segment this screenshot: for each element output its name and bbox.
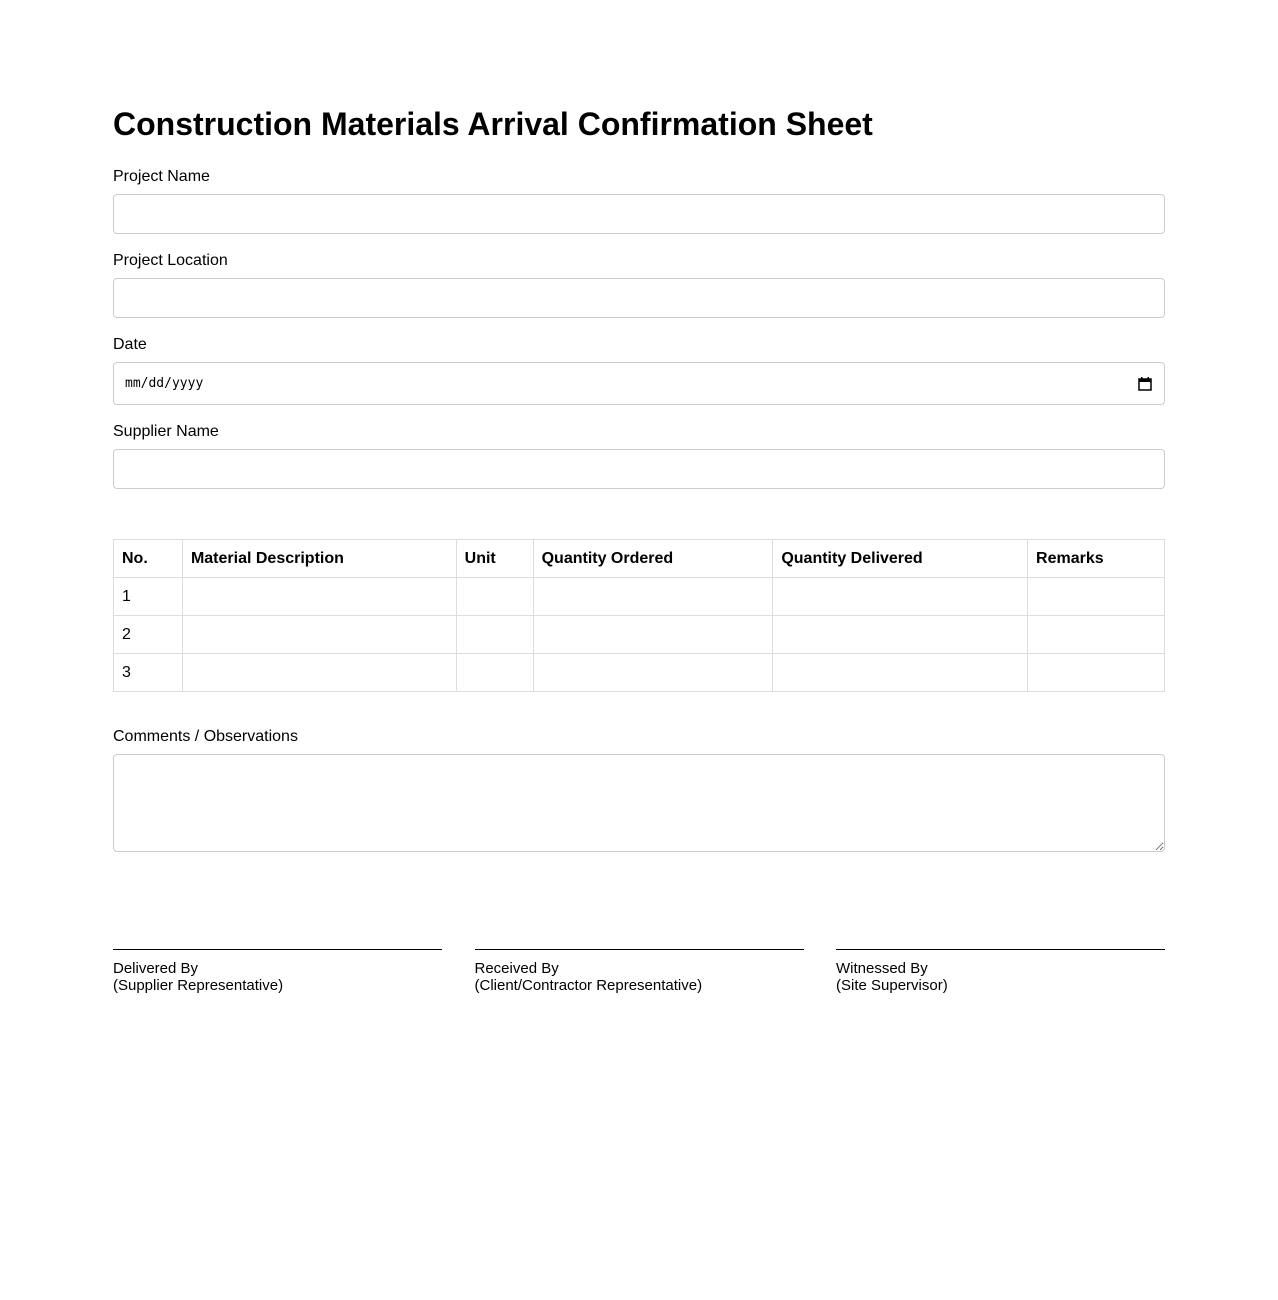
cell-material-description[interactable] bbox=[182, 578, 456, 616]
date-label: Date bbox=[113, 336, 147, 353]
cell-quantity-delivered[interactable] bbox=[773, 578, 1028, 616]
cell-quantity-ordered[interactable] bbox=[533, 616, 773, 654]
signature-delivered-by bbox=[113, 949, 442, 994]
cell-remarks[interactable] bbox=[1028, 654, 1165, 692]
cell-unit[interactable] bbox=[456, 616, 533, 654]
signature-line bbox=[475, 949, 804, 950]
header-material-description: Material Description bbox=[182, 540, 456, 578]
cell-quantity-ordered[interactable] bbox=[533, 654, 773, 692]
cell-unit[interactable] bbox=[456, 578, 533, 616]
header-unit: Unit bbox=[456, 540, 533, 578]
project-name-label: Project Name bbox=[113, 168, 210, 185]
signature-witnessed-by bbox=[836, 949, 1165, 994]
project-name-input[interactable] bbox=[113, 194, 1165, 234]
signature-section bbox=[113, 949, 1165, 994]
signature-line bbox=[113, 949, 442, 950]
date-placeholder: mm/dd/yyyy bbox=[125, 376, 204, 391]
header-no: No. bbox=[114, 540, 183, 578]
header-remarks: Remarks bbox=[1028, 540, 1165, 578]
signature-role: Witnessed By bbox=[836, 960, 928, 977]
signature-subtitle: (Supplier Representative) bbox=[113, 977, 284, 994]
table-row bbox=[114, 616, 1165, 654]
header-quantity-delivered: Quantity Delivered bbox=[773, 540, 1028, 578]
supplier-name-input[interactable] bbox=[113, 449, 1165, 489]
table-row bbox=[114, 578, 1165, 616]
cell-quantity-ordered[interactable] bbox=[533, 578, 773, 616]
comments-textarea[interactable] bbox=[113, 754, 1165, 852]
project-location-label: Project Location bbox=[113, 252, 228, 269]
date-input[interactable] bbox=[113, 362, 1165, 405]
table-header-row bbox=[114, 540, 1165, 578]
signature-role: Delivered By bbox=[113, 960, 199, 977]
signature-line bbox=[836, 949, 1165, 950]
signature-subtitle: (Site Supervisor) bbox=[836, 977, 948, 994]
cell-no: 1 bbox=[114, 578, 183, 616]
cell-unit[interactable] bbox=[456, 654, 533, 692]
supplier-name-label: Supplier Name bbox=[113, 423, 219, 440]
signature-role: Received By bbox=[474, 960, 559, 977]
page-title: Construction Materials Arrival Confirmation Sheet bbox=[113, 106, 873, 142]
cell-material-description[interactable] bbox=[182, 616, 456, 654]
cell-remarks[interactable] bbox=[1028, 578, 1165, 616]
header-quantity-ordered: Quantity Ordered bbox=[533, 540, 773, 578]
signature-received-by bbox=[475, 949, 804, 994]
calendar-icon[interactable] bbox=[1138, 377, 1152, 391]
signature-subtitle: (Client/Contractor Representative) bbox=[474, 977, 703, 994]
comments-label: Comments / Observations bbox=[113, 728, 298, 745]
cell-no: 2 bbox=[114, 616, 183, 654]
cell-no: 3 bbox=[114, 654, 183, 692]
project-location-input[interactable] bbox=[113, 278, 1165, 318]
cell-quantity-delivered[interactable] bbox=[773, 616, 1028, 654]
cell-material-description[interactable] bbox=[182, 654, 456, 692]
cell-quantity-delivered[interactable] bbox=[773, 654, 1028, 692]
cell-remarks[interactable] bbox=[1028, 616, 1165, 654]
table-row bbox=[114, 654, 1165, 692]
materials-table bbox=[113, 539, 1165, 692]
